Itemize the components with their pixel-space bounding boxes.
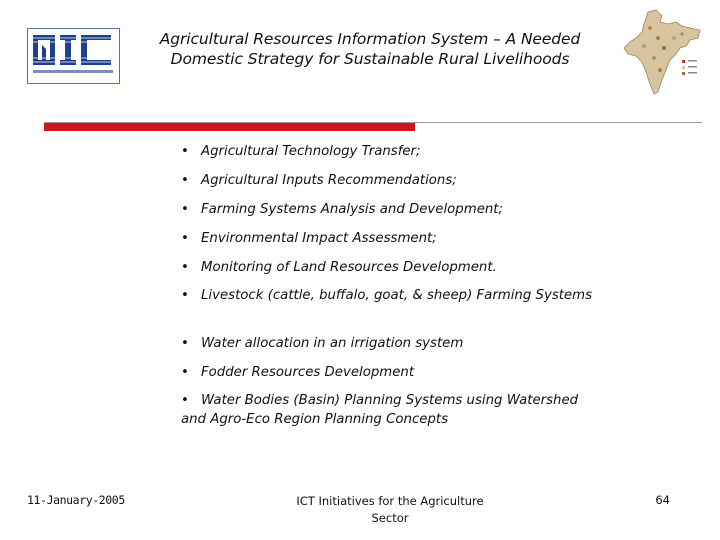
bullet-icon: • [181, 202, 189, 217]
bullet-icon: • [181, 231, 189, 246]
footer-date: 11-January-2005 [27, 493, 125, 507]
nic-logo-letters [33, 35, 111, 65]
list-item: • Agricultural Technology Transfer; [181, 144, 421, 159]
accent-bar [44, 123, 415, 131]
footer-title: ICT Initiatives for the Agriculture Sector [296, 494, 484, 525]
bullet-icon: • [181, 260, 189, 275]
bullet-icon: • [181, 288, 189, 303]
nic-logo-tagline [33, 70, 113, 73]
bullet-icon: • [181, 173, 189, 188]
list-item: • Monitoring of Land Resources Development. [181, 260, 497, 275]
list-item: • Livestock (cattle, buffalo, goat, & sheep) Farming Systems [181, 288, 593, 303]
list-item: • Water allocation in an irrigation system [181, 336, 464, 351]
page-number: 64 [655, 493, 670, 507]
list-item: • Farming Systems Analysis and Development; [181, 202, 503, 217]
bullet-icon: • [181, 393, 189, 408]
slide-title: Agricultural Resources Information System – A Needed Domestic Strategy for Sustainable Rural Livelihoods [159, 30, 581, 68]
list-item: • Agricultural Inputs Recommendations; [181, 173, 457, 188]
list-item: • Water Bodies (Basin) Planning Systems using Watershed and Agro-Eco Region Planning Concepts [181, 393, 579, 427]
list-item: • Fodder Resources Development [181, 365, 415, 380]
bullet-icon: • [181, 365, 189, 380]
bullet-icon: • [181, 144, 189, 159]
nic-logo [27, 28, 120, 84]
bullet-icon: • [181, 336, 189, 351]
india-map-icon [620, 8, 704, 100]
list-item: • Environmental Impact Assessment; [181, 231, 437, 246]
